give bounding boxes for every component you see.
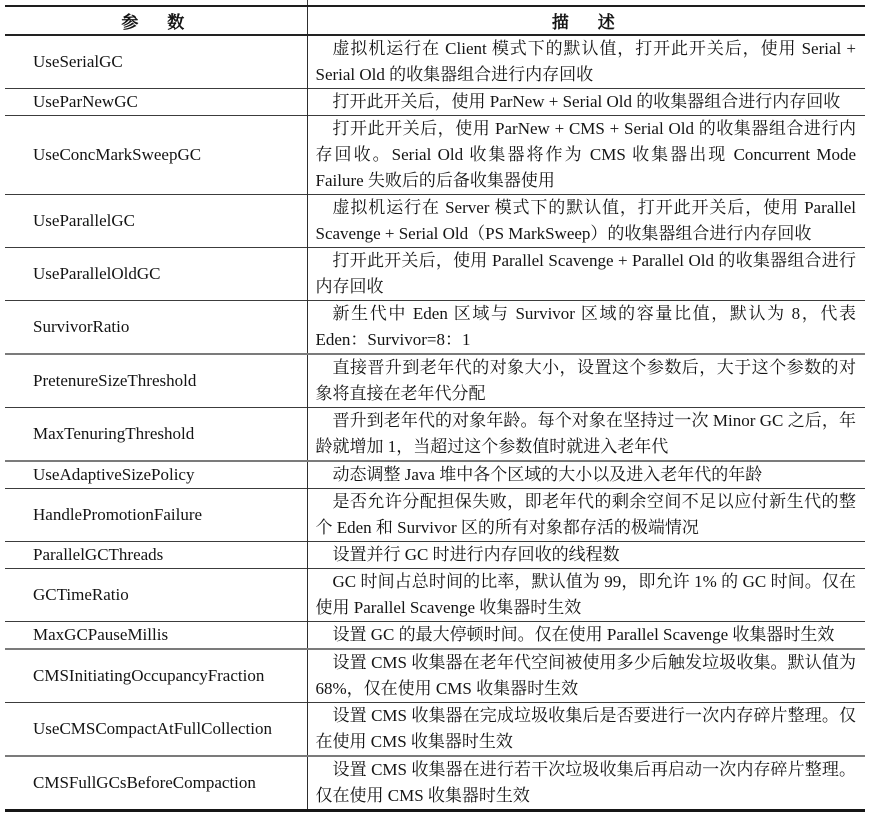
desc-text: 虚拟机运行在 Client 模式下的默认值，打开此开关后，使用 Serial + Serial Old 的收集器组合进行内存回收: [315, 39, 856, 84]
table-row: [5, 756, 865, 811]
table-row: [5, 489, 865, 542]
desc-text: 打开此开关后，使用 ParNew + Serial Old 的收集器组合进行内存回收: [332, 92, 841, 111]
desc-text: GC 时间占总时间的比率，默认值为 99，即允许 1% 的 GC 时间。仅在使用 Parallel Scavenge 收集器时生效: [315, 572, 856, 617]
desc-text: 直接晋升到老年代的对象大小，设置这个参数后，大于这个参数的对象将直接在老年代分配: [315, 358, 856, 403]
table-row: [5, 248, 865, 301]
desc-cell: [307, 354, 865, 408]
desc-text: 打开此开关后，使用 Parallel Scavenge + Parallel Old 的收集器组合进行内存回收: [315, 251, 856, 296]
desc-text: 设置并行 GC 时进行内存回收的线程数: [332, 545, 620, 564]
desc-cell: [307, 195, 865, 248]
param-cell: MaxGCPauseMillis: [5, 622, 307, 650]
desc-cell: [307, 35, 865, 89]
desc-text: 是否允许分配担保失败，即老年代的剩余空间不足以应付新生代的整个 Eden 和 Survivor 区的所有对象都存活的极端情况: [315, 492, 856, 537]
param-cell: UseAdaptiveSizePolicy: [5, 461, 307, 489]
table-row: [5, 569, 865, 622]
desc-text: 设置 GC 的最大停顿时间。仅在使用 Parallel Scavenge 收集器时生效: [332, 625, 835, 644]
param-cell: GCTimeRatio: [5, 569, 307, 622]
header-row: [5, 6, 865, 35]
table-row: [5, 649, 865, 703]
table-row: [5, 461, 865, 489]
param-cell: UseCMSCompactAtFullCollection: [5, 703, 307, 757]
param-cell: UseParallelGC: [5, 195, 307, 248]
desc-cell: [307, 408, 865, 462]
desc-text: 晋升到老年代的对象年龄。每个对象在坚持过一次 Minor GC 之后，年龄就增加 1，当超过这个参数值时就进入老年代: [315, 411, 856, 456]
param-cell: UseParNewGC: [5, 89, 307, 116]
table-row: [5, 301, 865, 355]
param-cell: MaxTenuringThreshold: [5, 408, 307, 462]
table-row: [5, 703, 865, 757]
table-row: [5, 408, 865, 462]
column-divider-tick: [307, 0, 308, 5]
param-cell: ParallelGCThreads: [5, 542, 307, 569]
desc-cell: [307, 461, 865, 489]
desc-text: 设置 CMS 收集器在老年代空间被使用多少后触发垃圾收集。默认值为 68%，仅在使用 CMS 收集器时生效: [315, 653, 856, 698]
desc-cell: [307, 542, 865, 569]
desc-text: 设置 CMS 收集器在完成垃圾收集后是否要进行一次内存碎片整理。仅在使用 CMS 收集器时生效: [315, 706, 856, 751]
table-row: [5, 89, 865, 116]
table-row: [5, 622, 865, 650]
desc-text: 动态调整 Java 堆中各个区域的大小以及进入老年代的年龄: [332, 465, 763, 484]
desc-cell: [307, 756, 865, 811]
param-cell: PretenureSizeThreshold: [5, 354, 307, 408]
param-cell: UseParallelOldGC: [5, 248, 307, 301]
table-row: [5, 116, 865, 195]
desc-column-header: 描 述: [307, 6, 865, 35]
gc-params-table: [5, 5, 865, 812]
desc-cell: [307, 89, 865, 116]
param-cell: UseConcMarkSweepGC: [5, 116, 307, 195]
desc-cell: [307, 116, 865, 195]
desc-cell: [307, 248, 865, 301]
desc-cell: [307, 301, 865, 355]
desc-text: 设置 CMS 收集器在进行若干次垃圾收集后再启动一次内存碎片整理。仅在使用 CMS 收集器时生效: [315, 760, 856, 805]
desc-cell: [307, 703, 865, 757]
table-row: [5, 35, 865, 89]
param-cell: HandlePromotionFailure: [5, 489, 307, 542]
desc-text: 打开此开关后，使用 ParNew + CMS + Serial Old 的收集器组合进行内存回收。Serial Old 收集器将作为 CMS 收集器出现 Concurrent Mode Failure 失败后的后备收集器使用: [315, 119, 856, 190]
desc-cell: [307, 489, 865, 542]
param-cell: UseSerialGC: [5, 35, 307, 89]
param-column-header: 参 数: [5, 6, 307, 35]
desc-cell: [307, 622, 865, 650]
param-cell: SurvivorRatio: [5, 301, 307, 355]
desc-text: 虚拟机运行在 Server 模式下的默认值，打开此开关后，使用 Parallel Scavenge + Serial Old（PS MarkSweep）的收集器组合进行内存回收: [315, 198, 856, 243]
jvm-gc-parameters-table: [5, 5, 865, 812]
table-row: [5, 542, 865, 569]
param-cell: CMSFullGCsBeforeCompaction: [5, 756, 307, 811]
desc-cell: [307, 649, 865, 703]
param-cell: CMSInitiatingOccupancyFraction: [5, 649, 307, 703]
desc-text: 新生代中 Eden 区域与 Survivor 区域的容量比值，默认为 8，代表 Eden：Survivor=8：1: [315, 304, 856, 349]
desc-cell: [307, 569, 865, 622]
table-row: [5, 195, 865, 248]
table-row: [5, 354, 865, 408]
